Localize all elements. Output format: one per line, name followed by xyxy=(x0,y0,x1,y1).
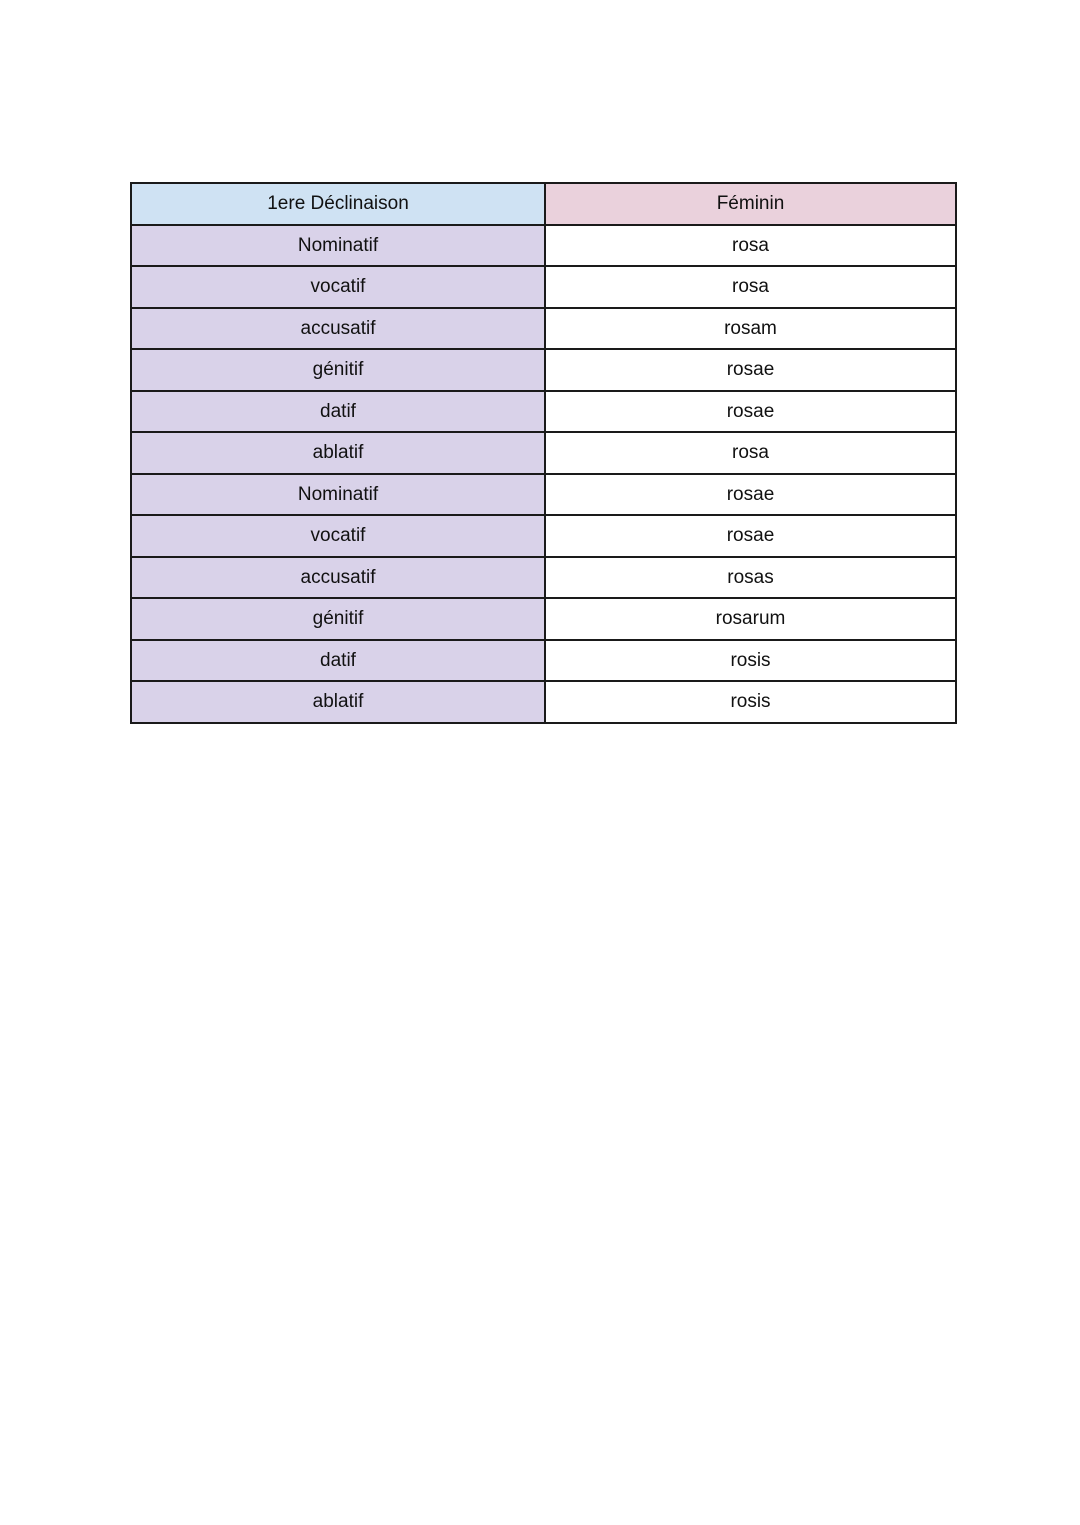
form-cell: rosae xyxy=(545,391,956,433)
form-cell: rosis xyxy=(545,681,956,723)
form-cell: rosa xyxy=(545,432,956,474)
case-cell: accusatif xyxy=(131,308,545,350)
header-declension: 1ere Déclinaison xyxy=(131,183,545,225)
form-cell: rosarum xyxy=(545,598,956,640)
form-cell: rosam xyxy=(545,308,956,350)
form-cell: rosae xyxy=(545,349,956,391)
table-row xyxy=(131,598,956,640)
case-cell: ablatif xyxy=(131,681,545,723)
form-cell: rosis xyxy=(545,640,956,682)
case-cell: génitif xyxy=(131,349,545,391)
case-cell: génitif xyxy=(131,598,545,640)
case-cell: datif xyxy=(131,391,545,433)
table-row xyxy=(131,225,956,267)
case-cell: vocatif xyxy=(131,266,545,308)
header-gender: Féminin xyxy=(545,183,956,225)
case-cell: vocatif xyxy=(131,515,545,557)
case-cell: datif xyxy=(131,640,545,682)
table-row xyxy=(131,681,956,723)
case-cell: Nominatif xyxy=(131,474,545,516)
table-row xyxy=(131,432,956,474)
table-row xyxy=(131,308,956,350)
case-cell: ablatif xyxy=(131,432,545,474)
declension-table xyxy=(130,182,957,724)
case-cell: Nominatif xyxy=(131,225,545,267)
case-cell: accusatif xyxy=(131,557,545,599)
form-cell: rosa xyxy=(545,266,956,308)
table-row xyxy=(131,391,956,433)
table-row xyxy=(131,349,956,391)
table-row xyxy=(131,515,956,557)
form-cell: rosa xyxy=(545,225,956,267)
form-cell: rosae xyxy=(545,515,956,557)
table-header-row xyxy=(131,183,956,225)
form-cell: rosae xyxy=(545,474,956,516)
table-row xyxy=(131,266,956,308)
table-row xyxy=(131,474,956,516)
form-cell: rosas xyxy=(545,557,956,599)
table-row xyxy=(131,640,956,682)
table-row xyxy=(131,557,956,599)
